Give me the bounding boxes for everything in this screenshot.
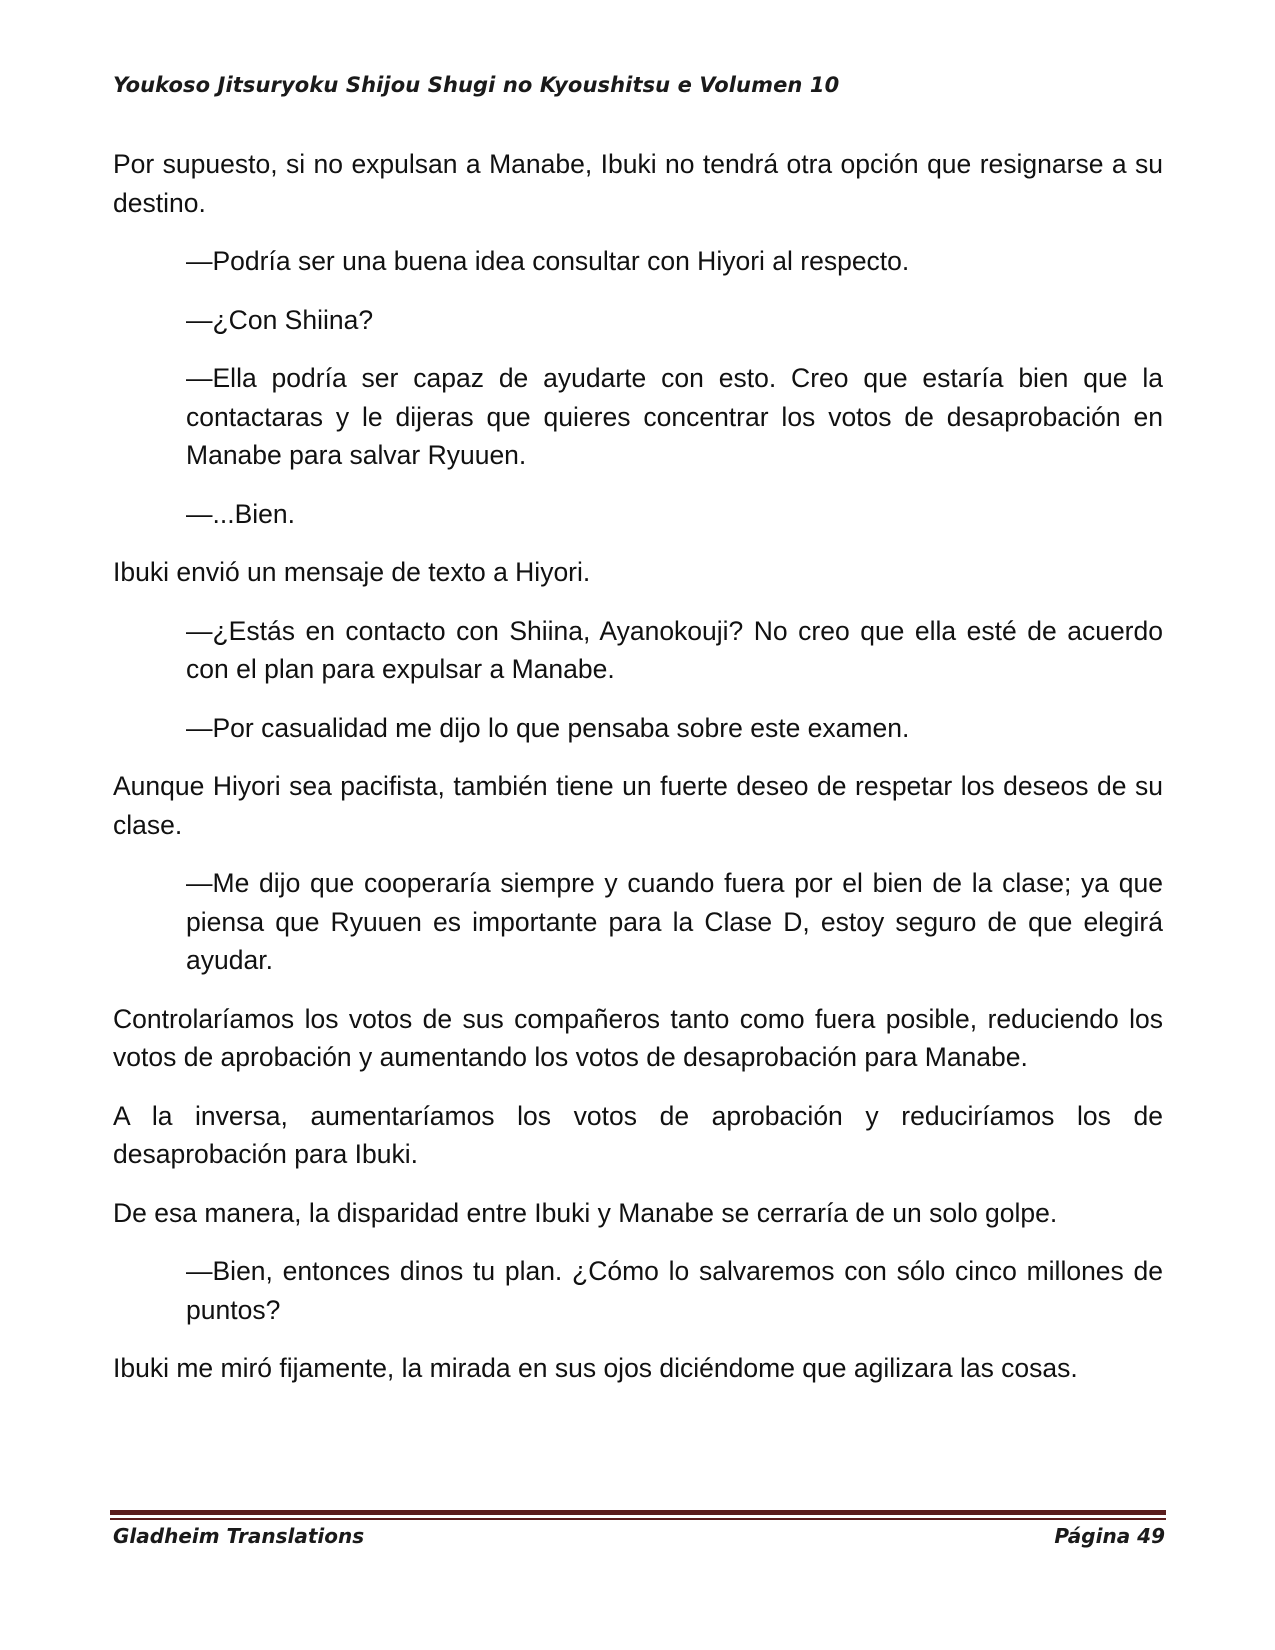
- paragraph-dialogue: —Bien, entonces dinos tu plan. ¿Cómo lo salvaremos con sólo cinco millones de puntos?: [186, 1256, 1163, 1325]
- paragraph-narration: Aunque Hiyori sea pacifista, también tiene un fuerte deseo de respetar los deseos de su clase.: [113, 771, 1163, 840]
- footer-page-number: Página 49: [1054, 1524, 1165, 1548]
- footer-divider: [110, 1510, 1166, 1515]
- paragraph-dialogue: —¿Estás en contacto con Shiina, Ayanokouji? No creo que ella esté de acuerdo con el plan para expulsar a Manabe.: [186, 615, 1163, 684]
- paragraph-dialogue: —...Bien.: [186, 498, 295, 529]
- paragraph-narration: De esa manera, la disparidad entre Ibuki y Manabe se cerraría de un solo golpe.: [113, 1197, 1058, 1228]
- paragraph-dialogue: —Por casualidad me dijo lo que pensaba sobre este examen.: [186, 712, 910, 743]
- running-header-title: Youkoso Jitsuryoku Shijou Shugi no Kyoushitsu e Volumen 10: [113, 73, 840, 97]
- paragraph-narration: Controlaríamos los votos de sus compañeros tanto como fuera posible, reduciendo los votos de aprobación y aumentando los votos de desaprobación para Manabe.: [113, 1003, 1163, 1072]
- paragraph-narration: Por supuesto, si no expulsan a Manabe, Ibuki no tendrá otra opción que resignarse a su destino.: [113, 149, 1163, 218]
- footer-publisher: Gladheim Translations: [113, 1524, 365, 1548]
- paragraph-narration: A la inversa, aumentaríamos los votos de aprobación y reduciríamos los de desaprobación para Ibuki.: [113, 1100, 1163, 1169]
- paragraph-dialogue: —Podría ser una buena idea consultar con Hiyori al respecto.: [186, 246, 910, 276]
- paragraph-narration: Ibuki envió un mensaje de texto a Hiyori.: [113, 557, 591, 587]
- paragraph-dialogue: —Me dijo que cooperaría siempre y cuando fuera por el bien de la clase; ya que piensa que Ryuuen es importante para la Clase D, estoy seguro de que elegirá ayudar.: [186, 868, 1163, 975]
- paragraph-dialogue: —¿Con Shiina?: [186, 304, 374, 335]
- paragraph-narration: Ibuki me miró fijamente, la mirada en sus ojos diciéndome que agilizara las cosas.: [113, 1353, 1078, 1383]
- paragraph-dialogue: —Ella podría ser capaz de ayudarte con esto. Creo que estaría bien que la contactaras y le dijeras que quieres concentrar los votos de desaprobación en Manabe para salvar Ryuuen.: [186, 363, 1163, 470]
- footer-divider-thin: [110, 1518, 1166, 1520]
- body-text: [113, 145, 1163, 1408]
